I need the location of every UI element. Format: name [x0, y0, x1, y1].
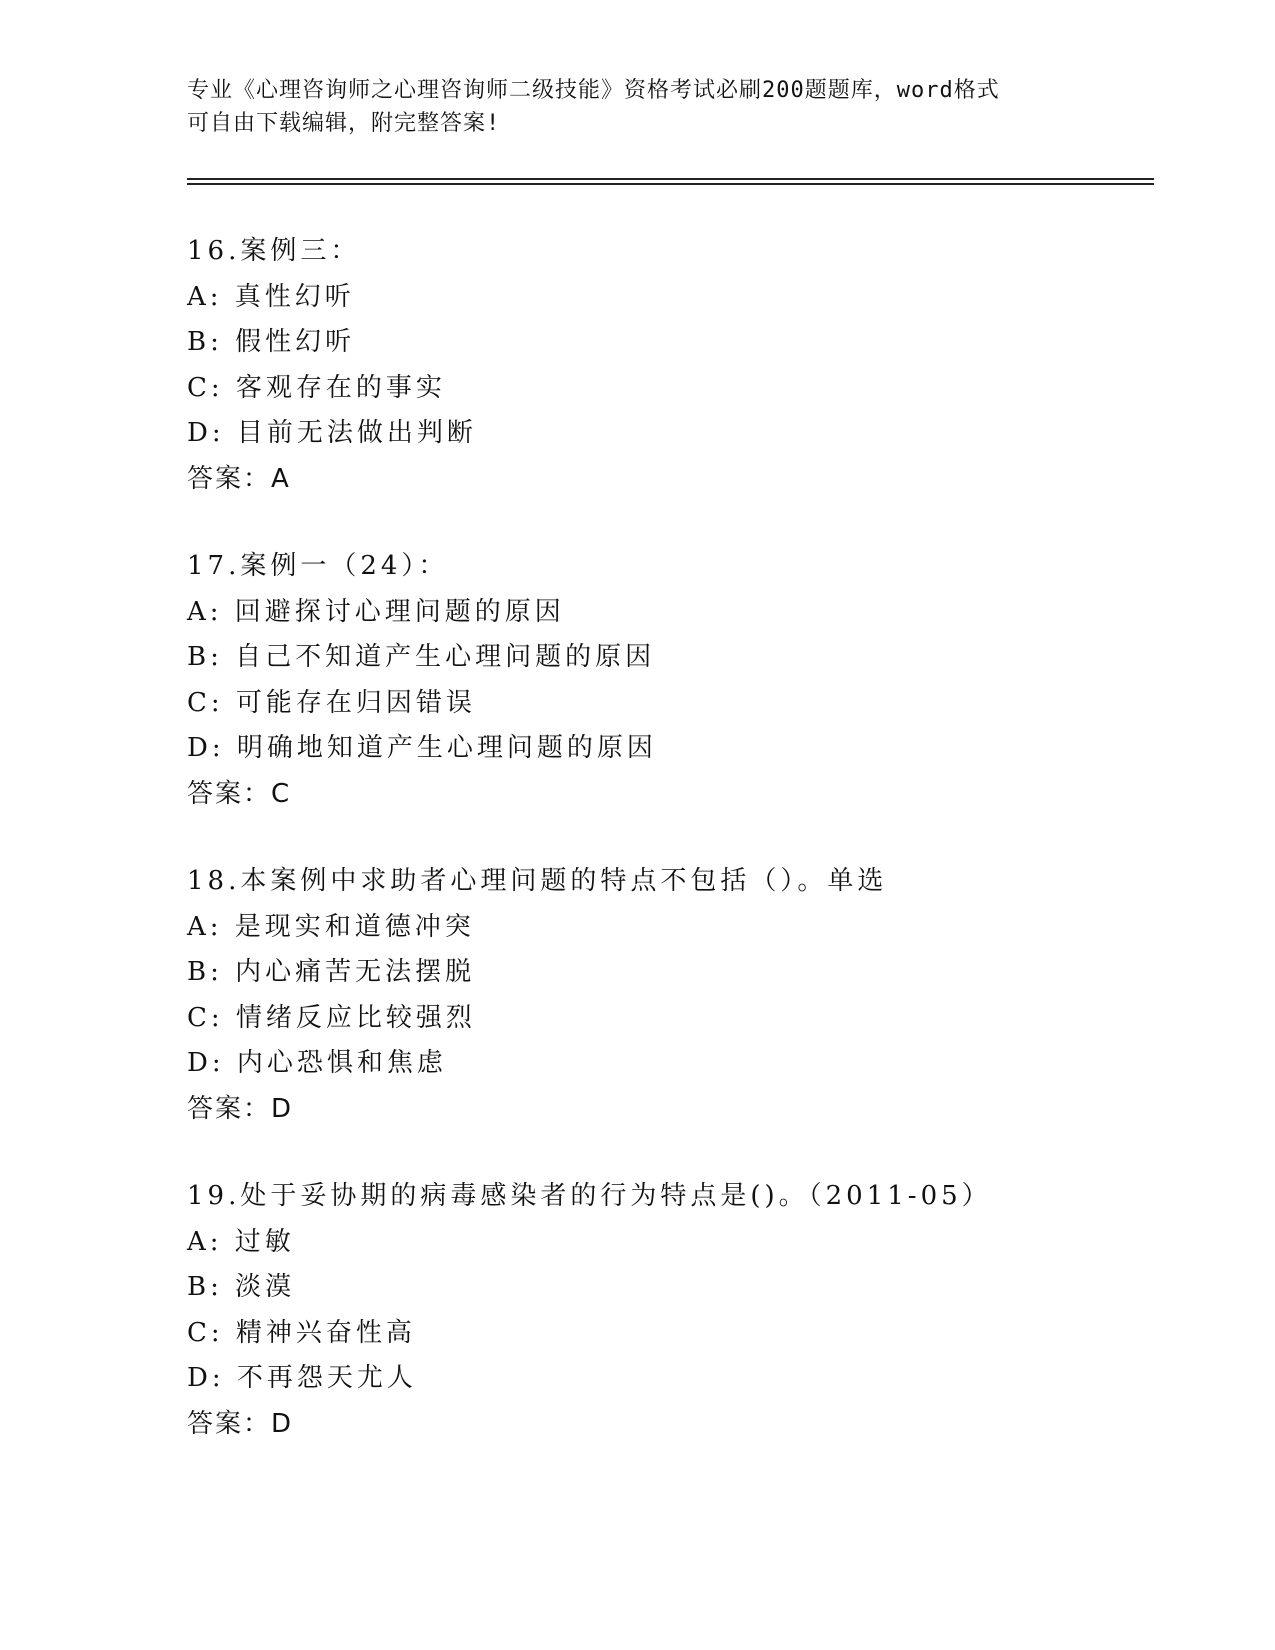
option-b: B: 淡漠: [187, 1272, 296, 1302]
header-divider-top: [187, 178, 1154, 180]
option-c: C: 客观存在的事实: [187, 372, 446, 403]
answer-text: 答案：D: [187, 1408, 294, 1439]
option-b: B: 内心痛苦无法摆脱: [187, 957, 476, 987]
header-divider-bottom: [187, 183, 1154, 185]
question-17: [187, 544, 1147, 817]
question-16: [187, 229, 1147, 502]
option-b: B: 自己不知道产生心理问题的原因: [187, 642, 656, 672]
question-stem: 18.本案例中求助者心理问题的特点不包括（）。单选: [187, 866, 888, 896]
question-18: [187, 859, 1147, 1132]
question-stem: 19.处于妥协期的病毒感染者的行为特点是()。（2011-05）: [187, 1181, 992, 1211]
question-stem: 17.案例一（24）：: [187, 551, 449, 581]
option-d: D: 内心恐惧和焦虑: [187, 1048, 447, 1078]
option-d: D: 明确地知道产生心理问题的原因: [187, 733, 657, 763]
answer-text: 答案：A: [187, 463, 291, 494]
option-b: B: 假性幻听: [187, 327, 356, 357]
option-c: C: 情绪反应比较强烈: [187, 1002, 476, 1033]
document-header: [187, 74, 1087, 140]
header-line-1: 专业《心理咨询师之心理咨询师二级技能》资格考试必刷200题题库，word格式: [187, 78, 1000, 103]
question-stem: 16.案例三：: [187, 236, 361, 266]
option-a: A: 是现实和道德冲突: [187, 911, 475, 942]
answer-text: 答案：D: [187, 1093, 294, 1124]
option-a: A: 回避探讨心理问题的原因: [187, 596, 565, 627]
header-line-2: 可自由下载编辑，附完整答案!: [187, 111, 501, 136]
option-d: D: 目前无法做出判断: [187, 418, 477, 448]
option-a: A: 过敏: [187, 1226, 295, 1257]
question-19: [187, 1174, 1147, 1447]
option-d: D: 不再怨天尤人: [187, 1363, 417, 1393]
answer-text: 答案：C: [187, 778, 292, 809]
option-c: C: 精神兴奋性高: [187, 1317, 416, 1348]
option-a: A: 真性幻听: [187, 281, 355, 312]
option-c: C: 可能存在归因错误: [187, 687, 476, 718]
